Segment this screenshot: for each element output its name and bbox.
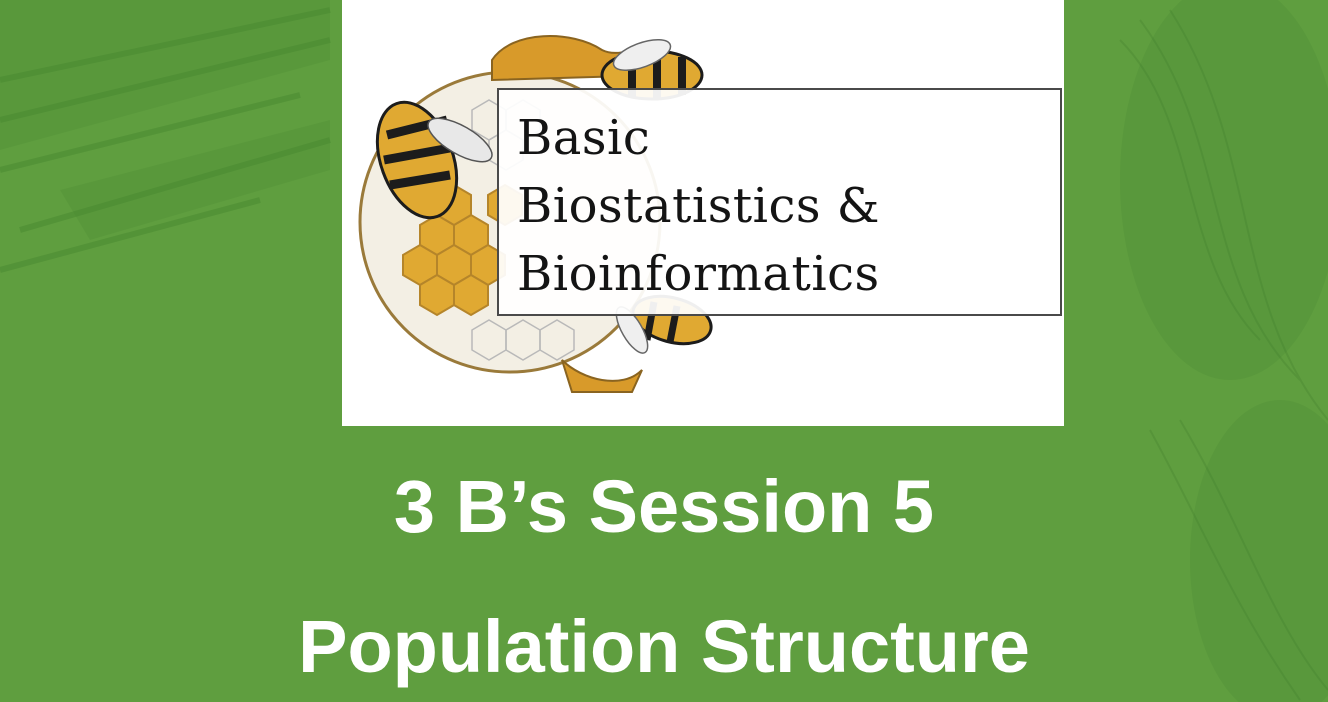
topic-title: Population Structure bbox=[298, 605, 1030, 688]
logo-card bbox=[342, 0, 1064, 426]
logo-line-bioinformatics: Bioinformatics bbox=[517, 246, 880, 302]
logo-line-basic: Basic bbox=[517, 110, 651, 166]
logo-line-biostatistics: Biostatistics & bbox=[517, 178, 880, 234]
logo-title-box bbox=[497, 88, 1062, 316]
session-title: 3 B’s Session 5 bbox=[393, 465, 935, 548]
